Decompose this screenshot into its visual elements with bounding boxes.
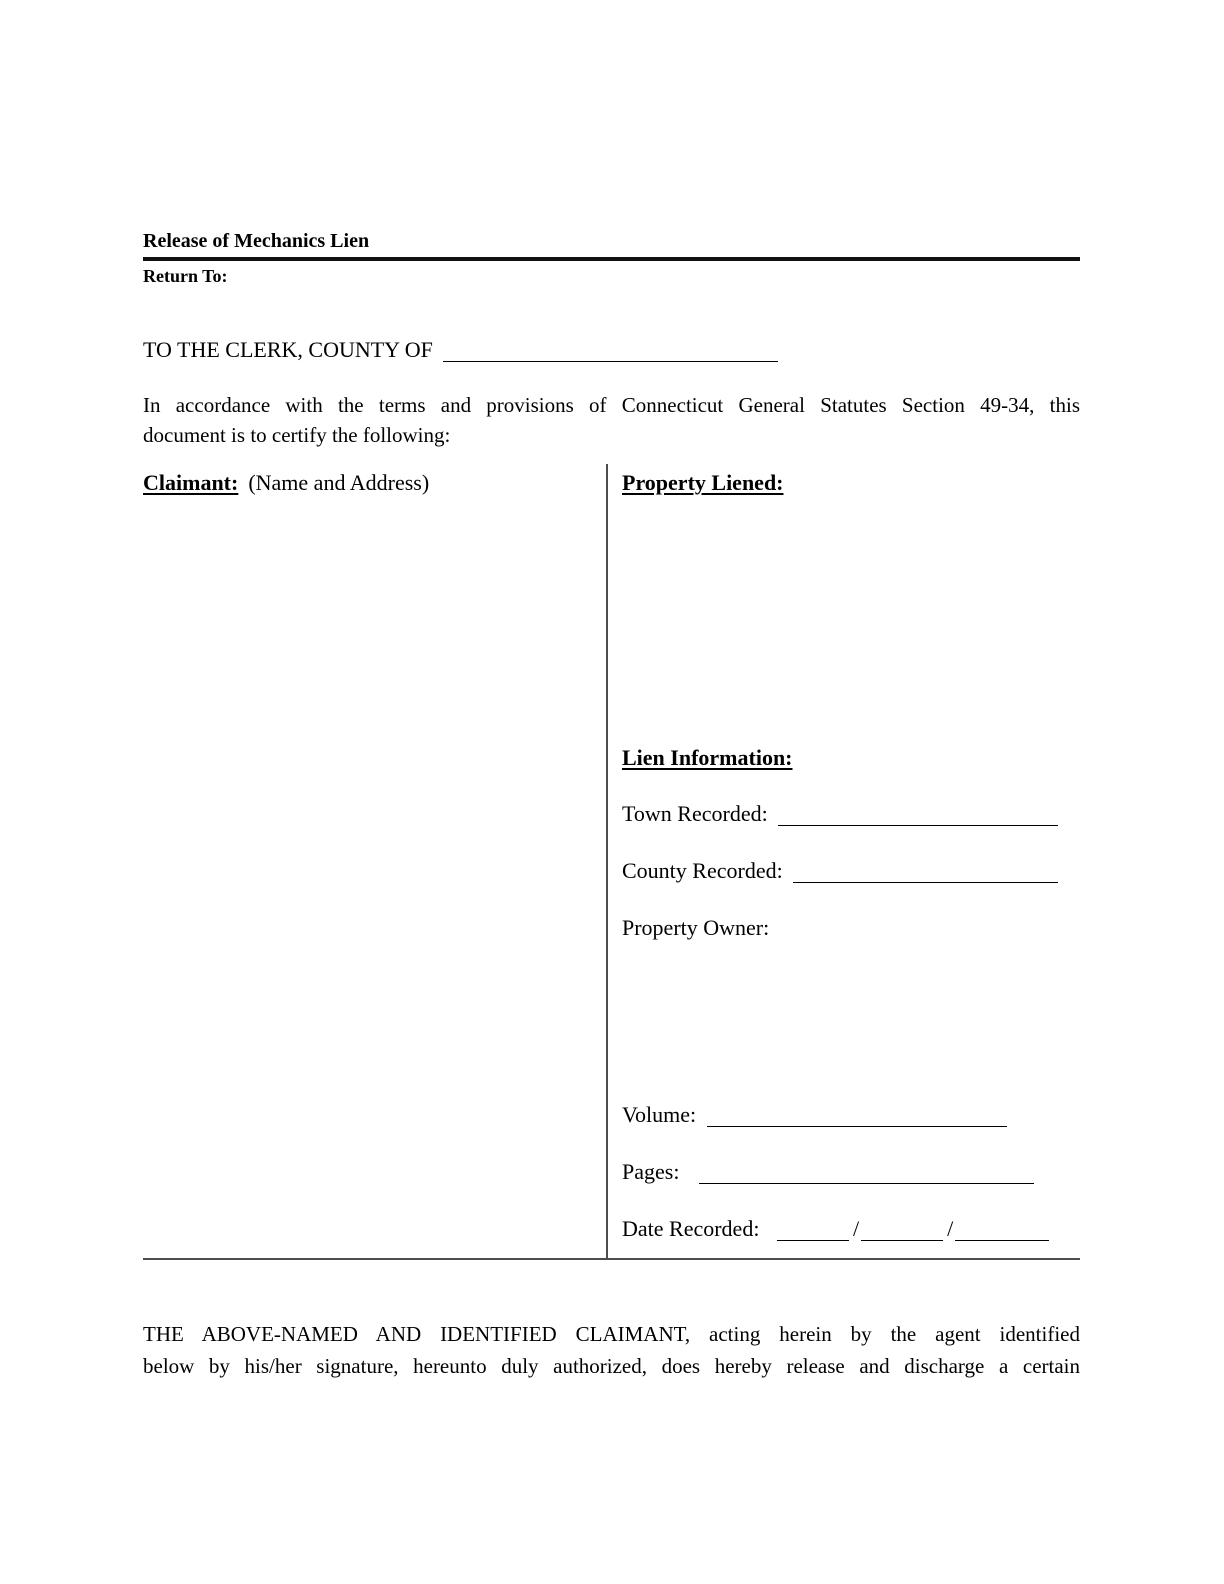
- pages-blank-line: [699, 1159, 1034, 1184]
- volume-field: [622, 1101, 1080, 1128]
- claimant-column: [143, 464, 606, 1258]
- return-to-label: Return To:: [143, 266, 228, 286]
- document-title: Release of Mechanics Lien: [143, 228, 1080, 261]
- pages-label: Pages:: [622, 1159, 680, 1184]
- date-recorded-field: [622, 1215, 1080, 1242]
- claimant-label: Claimant:: [143, 470, 239, 495]
- date-separator: /: [947, 1216, 954, 1241]
- intro-line-1: In accordance with the terms and provisions of Connecticut General Statutes Section 49-34, this: [143, 393, 1080, 417]
- lien-information-heading: Lien Information:: [622, 745, 793, 770]
- claimant-note: (Name and Address): [248, 470, 430, 495]
- date-separator: /: [852, 1216, 860, 1241]
- intro-line-2: document is to certify the following:: [143, 423, 451, 447]
- volume-blank-line: [707, 1102, 1007, 1127]
- closing-line-2: below by his/her signature, hereunto duly authorized, does hereby release and discharge a certain: [143, 1354, 1080, 1378]
- claimant-property-table: [143, 464, 1080, 1260]
- intro-paragraph: [143, 390, 1080, 450]
- closing-paragraph: [143, 1318, 1080, 1382]
- date-day-blank-line: [861, 1216, 943, 1241]
- closing-line-1: THE ABOVE-NAMED AND IDENTIFIED CLAIMANT, acting herein by the agent identified: [143, 1322, 1080, 1346]
- town-recorded-field: [622, 800, 1080, 827]
- volume-label: Volume:: [622, 1102, 697, 1127]
- claimant-header-row: [143, 469, 606, 496]
- town-recorded-blank-line: [778, 801, 1058, 826]
- pages-field: [622, 1158, 1080, 1185]
- property-owner-label: Property Owner:: [622, 915, 770, 940]
- county-recorded-field: [622, 857, 1080, 884]
- town-recorded-label: Town Recorded:: [622, 801, 768, 826]
- property-column: [606, 464, 1080, 1258]
- county-recorded-label: County Recorded:: [622, 858, 783, 883]
- date-year-blank-line: [955, 1216, 1049, 1241]
- clerk-county-label: TO THE CLERK, COUNTY OF: [143, 337, 433, 362]
- property-owner-field: [622, 914, 1080, 941]
- property-liened-label: Property Liened:: [622, 470, 784, 495]
- county-blank-line: [443, 337, 778, 362]
- date-recorded-label: Date Recorded:: [622, 1216, 760, 1241]
- county-recorded-blank-line: [793, 858, 1058, 883]
- clerk-county-line: [143, 336, 1080, 364]
- date-month-blank-line: [777, 1216, 849, 1241]
